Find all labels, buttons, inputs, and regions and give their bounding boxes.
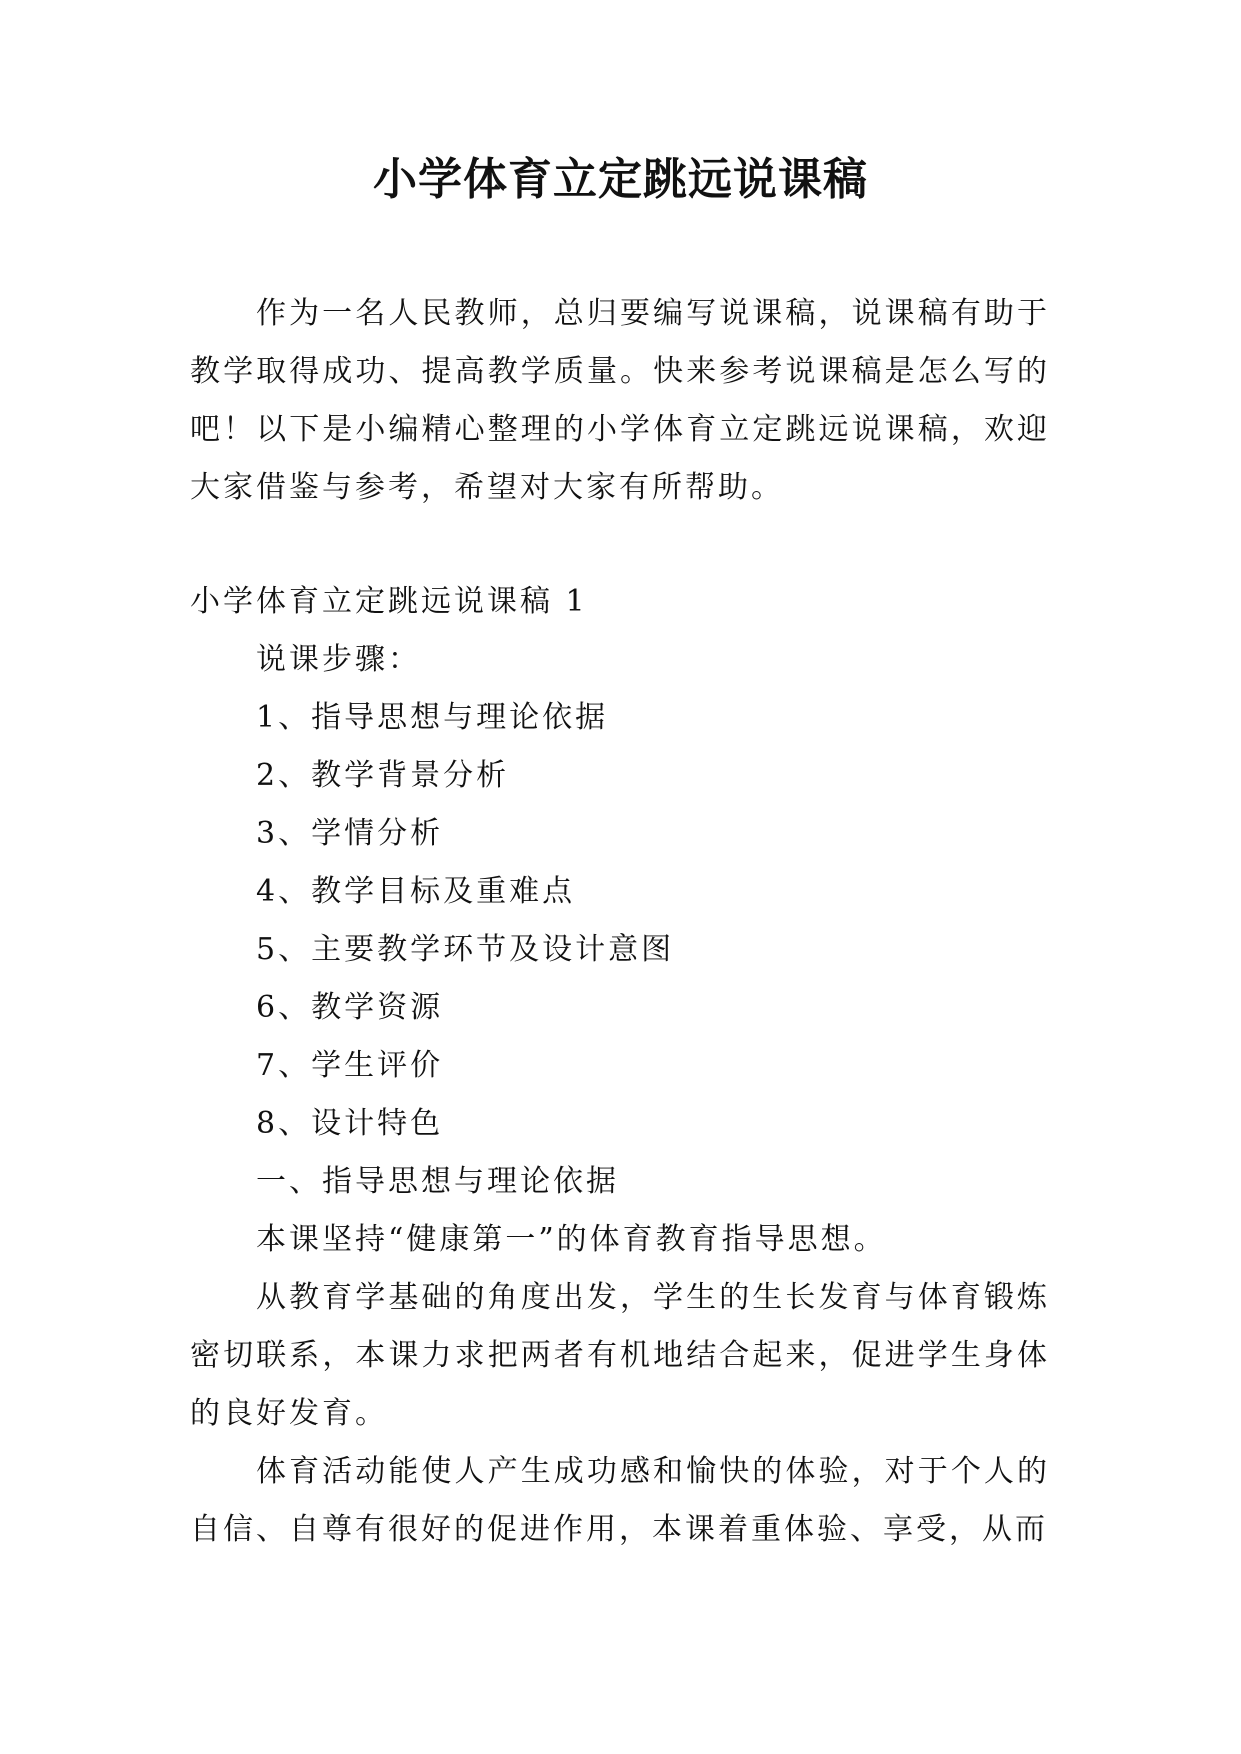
step-item: 2、教学背景分析 (256, 758, 510, 793)
body-paragraph: 从教育学基础的角度出发，学生的生长发育与体育锻炼密切联系，本课力求把两者有机地结合起来，促进学生身体的良好发育。 (190, 1280, 1050, 1431)
step-item: 8、设计特色 (256, 1106, 444, 1141)
body-paragraph: 本课坚持“健康第一”的体育教育指导思想。 (256, 1222, 887, 1257)
step-item: 5、主要教学环节及设计意图 (256, 932, 675, 967)
section-heading: 小学体育立定跳远说课稿 1 (190, 584, 588, 619)
document-title: 小学体育立定跳远说课稿 (373, 154, 868, 205)
body-paragraph: 体育活动能使人产生成功感和愉快的体验，对于个人的自信、自尊有很好的促进作用，本课着重体验、享受，从而 (190, 1454, 1050, 1547)
subheading: 一、指导思想与理论依据 (256, 1164, 619, 1199)
document-body (190, 285, 1050, 1559)
intro-paragraph: 作为一名人民教师，总归要编写说课稿，说课稿有助于教学取得成功、提高教学质量。快来参考说课稿是怎么写的吧！以下是小编精心整理的小学体育立定跳远说课稿，欢迎大家借鉴与参考，希望对大家有所帮助。 (190, 296, 1050, 505)
steps-label: 说课步骤： (256, 642, 421, 677)
step-item: 1、指导思想与理论依据 (256, 700, 609, 735)
step-item: 4、教学目标及重难点 (256, 874, 576, 909)
step-item: 7、学生评价 (256, 1048, 444, 1083)
step-item: 3、学情分析 (256, 816, 444, 851)
step-item: 6、教学资源 (256, 990, 444, 1025)
